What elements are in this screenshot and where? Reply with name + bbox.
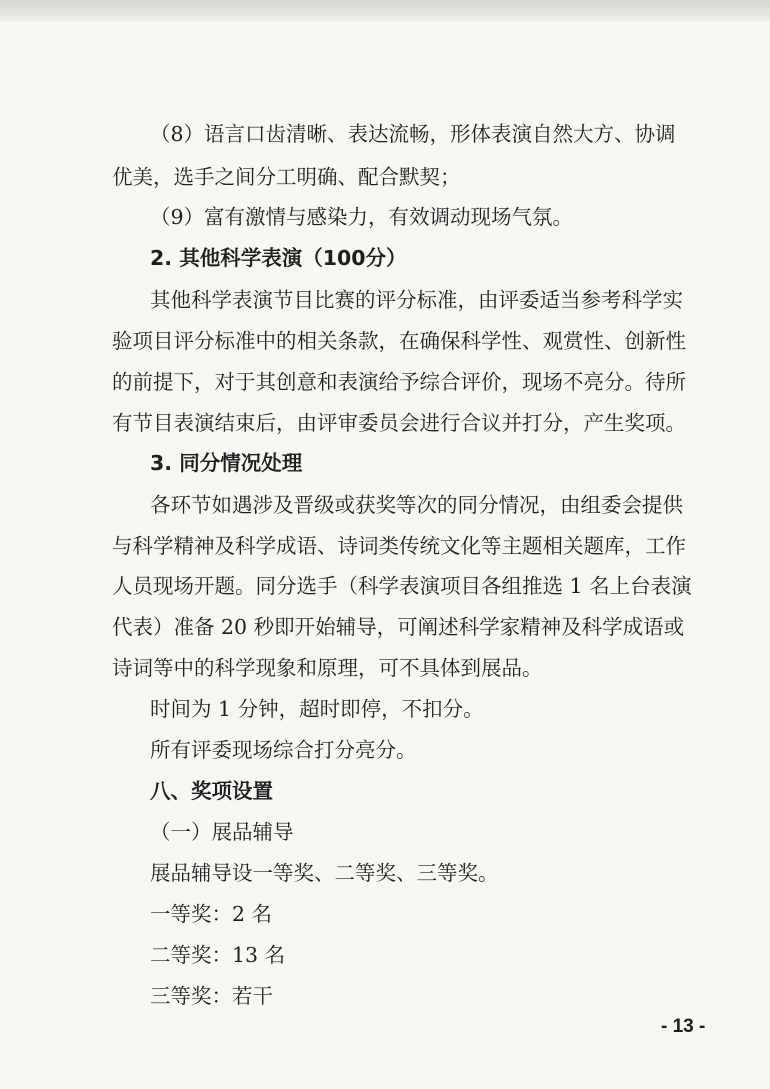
paragraph-line: 其他科学表演节目比赛的评分标准，由评委适当参考科学实 bbox=[150, 288, 683, 312]
criterion-8-line-2: 优美，选手之间分工明确、配合默契； bbox=[112, 165, 461, 189]
award-second-prize: 二等奖：13 名 bbox=[150, 943, 286, 967]
paragraph-line: 诗词等中的科学现象和原理，可不具体到展品。 bbox=[112, 656, 543, 680]
paragraph-line: 有节目表演结束后，由评审委员会进行合议并打分，产生奖项。 bbox=[112, 411, 686, 435]
page-number: - 13 - bbox=[661, 1016, 706, 1037]
paragraph-line: 展品辅导设一等奖、二等奖、三等奖。 bbox=[150, 861, 499, 885]
criterion-9: （9）富有激情与感染力，有效调动现场气氛。 bbox=[150, 205, 574, 229]
paragraph-line: 各环节如遇涉及晋级或获奖等次的同分情况，由组委会提供 bbox=[150, 493, 683, 517]
paragraph-line: 与科学精神及科学成语、诗词类传统文化等主题相关题库，工作 bbox=[112, 534, 686, 558]
criterion-8-line-1: （8）语言口齿清晰、表达流畅，形体表演自然大方、协调 bbox=[150, 122, 676, 146]
award-first-prize: 一等奖：2 名 bbox=[150, 902, 273, 926]
paragraph-line: 所有评委现场综合打分亮分。 bbox=[150, 738, 417, 762]
paragraph-line: 的前提下，对于其创意和表演给予综合评价，现场不亮分。待所 bbox=[112, 370, 686, 394]
paragraph-line: 时间为 1 分钟，超时即停，不扣分。 bbox=[150, 697, 484, 721]
section-heading-awards: 八、奖项设置 bbox=[150, 779, 273, 803]
section-heading-other-performance: 2. 其他科学表演（100分） bbox=[150, 246, 407, 270]
paragraph-line: 验项目评分标准中的相关条款，在确保科学性、观赏性、创新性 bbox=[112, 329, 686, 353]
award-third-prize: 三等奖：若干 bbox=[150, 984, 273, 1008]
section-heading-tie-handling: 3. 同分情况处理 bbox=[150, 451, 303, 475]
subsection-heading-exhibit-guidance: （一）展品辅导 bbox=[150, 820, 294, 844]
paragraph-line: 代表）准备 20 秒即开始辅导，可阐述科学家精神及科学成语或 bbox=[112, 615, 685, 639]
paragraph-line: 人员现场开题。同分选手（科学表演项目各组推选 1 名上台表演 bbox=[112, 574, 692, 598]
